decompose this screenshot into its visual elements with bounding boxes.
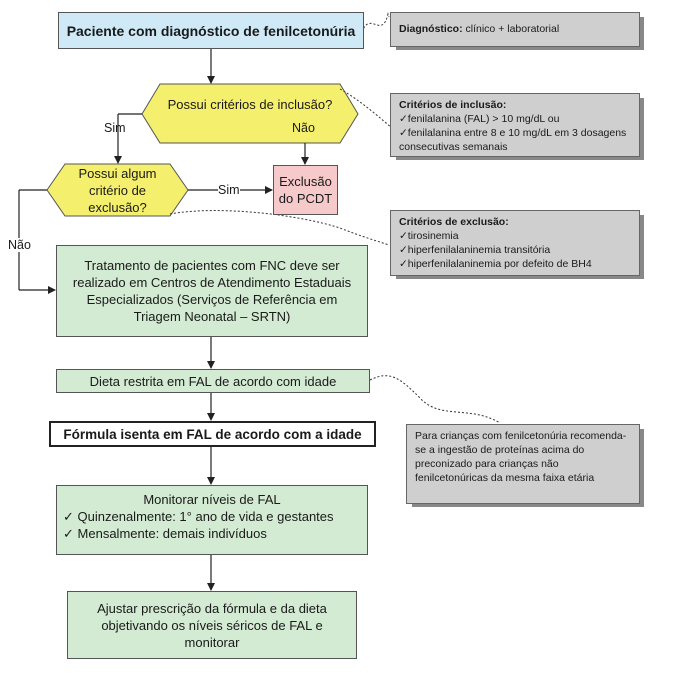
- exclusion-result-box: [273, 165, 338, 215]
- diet-text: Dieta restrita em FAL de acordo com idade: [89, 373, 337, 389]
- formula-text: Fórmula isenta em FAL de acordo com a idade: [63, 426, 362, 442]
- note-exclusao-item-2: ✓hiperfenilalaninemia transitória: [399, 244, 551, 256]
- adjust-box: [67, 591, 357, 659]
- note-exclusao-title: Critérios de exclusão:: [399, 216, 509, 228]
- formula-box: [49, 421, 376, 447]
- label-sim-inclusion: Sim: [104, 121, 126, 135]
- inclusion-decision-shape: [142, 84, 358, 143]
- note-exclusao: [390, 210, 640, 276]
- monitor-title: Monitorar níveis de FAL: [143, 492, 281, 507]
- note-inclusao: [390, 93, 640, 157]
- note-diagnostico-title: Diagnóstico:: [399, 23, 463, 35]
- start-box: [58, 12, 364, 49]
- note-exclusao-item-1: ✓tirosinemia: [399, 230, 459, 242]
- note-inclusao-title: Critérios de inclusão:: [399, 99, 507, 111]
- check-icon: ✓: [63, 509, 74, 524]
- label-nao-exclusion: Não: [8, 238, 31, 252]
- adjust-text: Ajustar prescrição da fórmula e da dieta objetivando os níveis séricos de FAL e monitorar: [97, 600, 327, 650]
- exclusion-question: Possui algum critério de exclusão?: [78, 166, 157, 215]
- check-icon: ✓: [63, 526, 74, 541]
- monitor-item-1: [63, 508, 361, 525]
- note-proteina: [406, 424, 640, 504]
- note-exclusao-item-3: ✓hiperfenilalaninemia por defeito de BH4: [399, 258, 592, 270]
- note-diagnostico: [390, 12, 640, 47]
- label-nao-inclusion: Não: [292, 121, 315, 135]
- monitor-item-2-text: Mensalmente: demais indivíduos: [77, 526, 267, 541]
- note-proteina-text: Para crianças com fenilcetonúria recomenda-se a ingestão de proteínas acima do preconizado para crianças não fenilcetonúricas da mesma faixa etária: [415, 430, 627, 484]
- exclusion-result-text: Exclusão do PCDT: [278, 174, 333, 206]
- monitor-item-1-text: Quinzenalmente: 1° ano de vida e gestantes: [77, 509, 334, 524]
- start-box-text: Paciente com diagnóstico de fenilcetonúria: [66, 22, 356, 39]
- treatment-text: Tratamento de pacientes com FNC deve ser realizado em Centros de Atendimento Estaduais Especializados (Serviços de Referência em Triagem Neonatal – SRTN): [72, 258, 352, 324]
- monitor-box: [56, 485, 368, 555]
- note-inclusao-item-1: ✓fenilalanina (FAL) > 10 mg/dL ou: [399, 113, 560, 125]
- treatment-box: [56, 245, 368, 337]
- note-diagnostico-text: clínico + laboratorial: [462, 23, 560, 35]
- monitor-item-2: [63, 525, 361, 542]
- diet-box: [56, 369, 370, 393]
- inclusion-question: Possui critérios de inclusão?: [167, 97, 333, 112]
- label-sim-exclusion: Sim: [218, 183, 240, 197]
- note-inclusao-item-2: ✓fenilalanina entre 8 e 10 mg/dL em 3 dosagens consecutivas semanais: [399, 127, 627, 153]
